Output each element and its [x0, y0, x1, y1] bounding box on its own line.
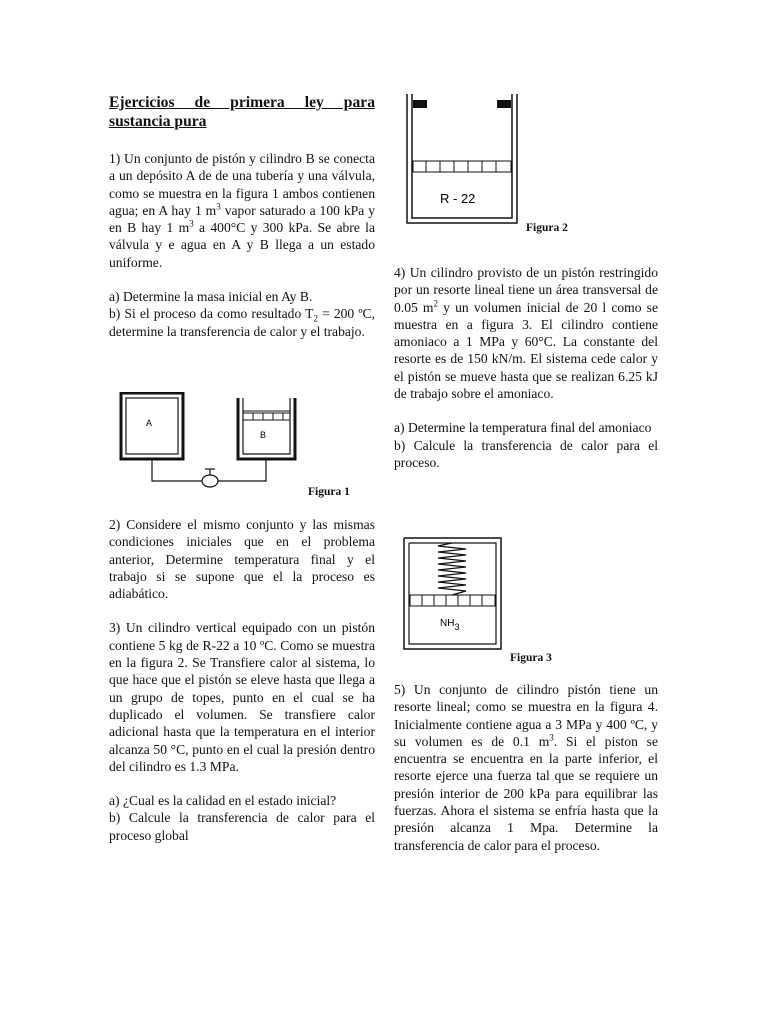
- spring-icon: [438, 543, 466, 595]
- nh3-label: NH3: [440, 618, 460, 632]
- figure-3-diagram: [400, 534, 505, 654]
- figure-3-caption: Figura 3: [510, 652, 552, 664]
- cylinder-outer: [404, 538, 501, 649]
- stop-right: [497, 100, 511, 108]
- cylinder-b-inner: [243, 398, 290, 454]
- cylinder-b: [238, 398, 295, 459]
- valve-icon: [202, 475, 218, 487]
- cylinder-b-label: B: [260, 430, 267, 440]
- tank-a-label: A: [146, 418, 153, 428]
- r22-label: R - 22: [440, 191, 476, 206]
- left-column-lower: [109, 516, 375, 844]
- problem-2-text: 2) Considere el mismo conjunto y las mismas condiciones iniciales que en el problema anterior, Determine temperatura final y el trabajo si se supone que el la proceso es adiabático.: [109, 517, 375, 602]
- connecting-pipe: [152, 459, 266, 481]
- problem-3-question-b: b) Calcule la transferencia de calor para el proceso global: [109, 810, 375, 843]
- right-column: [394, 264, 658, 471]
- problem-4-text: 4) Un cilindro provisto de un pistón restringido por un resorte lineal tiene un área transversal de 0.05 $m^2$ y un volumen inicial de 20 l como se muestra en a figura 3. El cilindro contiene amoniaco a 1 MPa y 60°C. La constante del resorte es de 150 kN/m. El sistema cede calor y el pistón se mueve hasta que se realizan 6.25 kJ de trabajo sobre el amoniaco.: [394, 265, 658, 402]
- figure-1-diagram: [118, 392, 303, 492]
- problem-1-question-b: b) Si el proceso da como resultado $T_2 = 200$ ºC, determine la transferencia de calor y el trabajo.: [109, 306, 376, 339]
- problem-3-text: 3) Un cilindro vertical equipado con un pistón contiene 5 kg de R-22 a 10 ºC. Como se muestra en la figura 2. Se Transfiere calor al sistema, lo que hace que el pistón se eleve hasta que llega a un grupo de topes, punto en el cual se ha duplicado el volumen. Se transfiere calor adicional hasta que la temperatura en el interior alcanza 50 °C, punto en el cual la presión dentro del cilindro es 1.3 MPa.: [109, 620, 375, 774]
- problem-1-question-a: a) Determine la masa inicial en Ay B.: [109, 289, 313, 305]
- page-title: Ejercicios de primera ley para sustancia pura: [109, 94, 375, 130]
- figure-2-caption: Figura 2: [526, 222, 568, 234]
- problem-5-text: 5) Un conjunto de cilindro pistón tiene un resorte lineal; como se muestra en la figura 4. Inicialmente contiene agua a 3 MPa y 400 ºC, y su volumen es de 0.1 $m^3$. Si el piston se encuentra se encuentra en la parte inferior, el resorte ejerce una fuerza tal que se requiere un presión interior de 200 kPa para equilibrar las fuerzas. Ahora el sistema se enfría hasta que la presión alcanza 1 Mpa. Determine la transferencia de calor para el proceso.: [394, 682, 658, 853]
- problem-4-question-a: a) Determine la temperatura final del amoniaco: [394, 420, 652, 436]
- problem-4-question-b: b) Calcule la transferencia de calor para el proceso.: [394, 437, 658, 470]
- stop-left: [413, 100, 427, 108]
- problem-3-question-a: a) ¿Cual es la calidad en el estado inicial?: [109, 793, 337, 809]
- right-column-lower: [394, 681, 658, 854]
- problem-1-text: 1) Un conjunto de pistón y cilindro B se conecta a un depósito A de de una tubería y una válvula, como se muestra en la figura 1 ambos contienen agua; en A hay 1 $m^3$ vapor saturado a 100 kPa y en B hay 1 $m^3$ a 400°C y 300 kPa. Se abre la válvula y e agua en A y B llega a un estado uniforme.: [109, 151, 375, 270]
- left-column: [109, 93, 375, 340]
- figure-1-caption: Figura 1: [308, 486, 350, 498]
- figure-2-diagram: [402, 92, 522, 228]
